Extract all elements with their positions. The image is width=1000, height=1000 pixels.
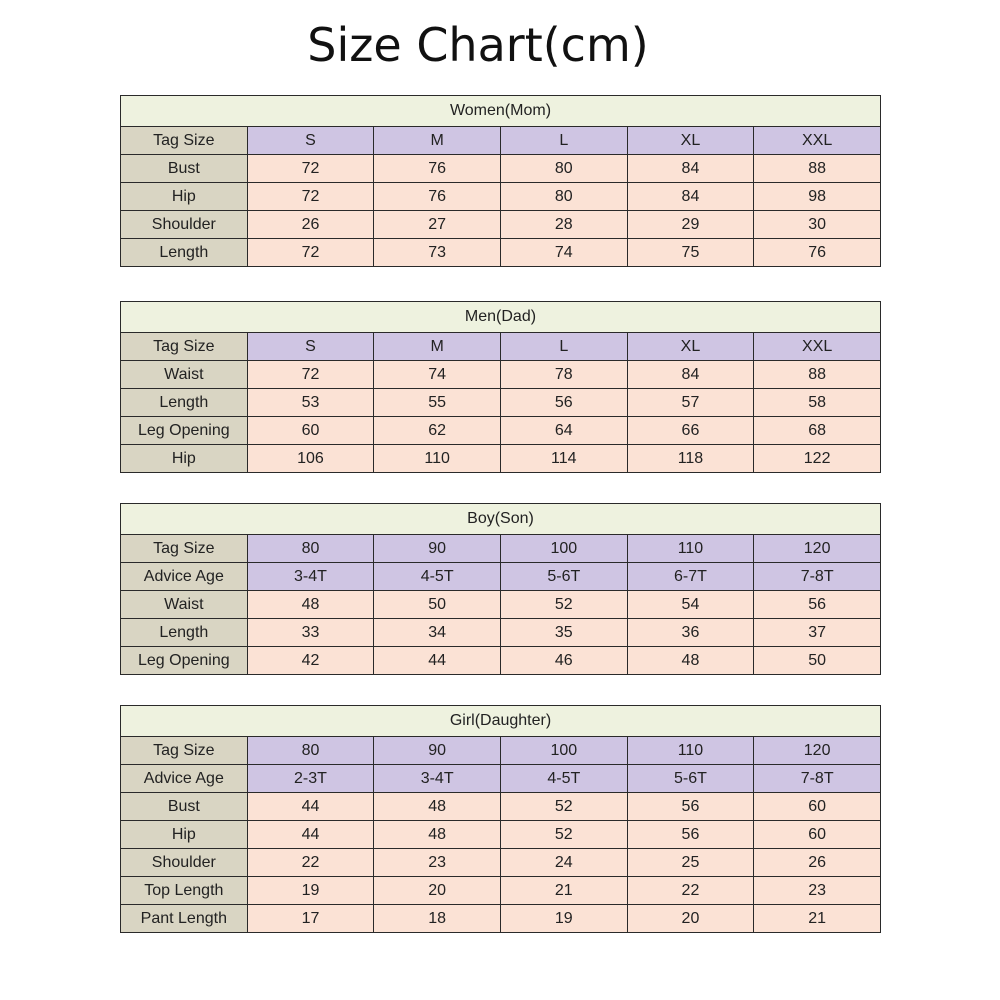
size-cell: XXL (754, 127, 881, 155)
row-label: Tag Size (121, 535, 248, 563)
measurement-cell: 80 (500, 155, 627, 183)
size-cell: M (374, 127, 501, 155)
table-row (121, 155, 881, 183)
measurement-cell: 36 (627, 619, 754, 647)
size-cell: 110 (627, 535, 754, 563)
measurement-cell: 74 (500, 239, 627, 267)
measurement-cell: 26 (754, 849, 881, 877)
measurement-cell: 88 (754, 361, 881, 389)
measurement-cell: 56 (754, 591, 881, 619)
measurement-cell: 29 (627, 211, 754, 239)
measurement-cell: 66 (627, 417, 754, 445)
measurement-cell: 76 (754, 239, 881, 267)
measurement-cell: 25 (627, 849, 754, 877)
size-cell: 90 (374, 737, 501, 765)
measurement-cell: 52 (500, 591, 627, 619)
row-label: Bust (121, 155, 248, 183)
measurement-cell: 18 (374, 905, 501, 933)
measurement-cell: 48 (374, 793, 501, 821)
measurement-cell: 76 (374, 183, 501, 211)
measurement-cell: 48 (247, 591, 374, 619)
measurement-cell: 19 (500, 905, 627, 933)
table-row (121, 361, 881, 389)
women-size-table (120, 95, 881, 267)
measurement-cell: 72 (247, 183, 374, 211)
size-cell: S (247, 333, 374, 361)
measurement-cell: 114 (500, 445, 627, 473)
size-cell: L (500, 333, 627, 361)
measurement-cell: 34 (374, 619, 501, 647)
size-cell: 100 (500, 535, 627, 563)
size-cell: 80 (247, 737, 374, 765)
table-row (121, 619, 881, 647)
measurement-cell: 23 (374, 849, 501, 877)
row-label: Length (121, 389, 248, 417)
measurement-cell: 52 (500, 793, 627, 821)
table-title: Women(Mom) (121, 96, 881, 127)
table-row (121, 535, 881, 563)
table-row (121, 877, 881, 905)
measurement-cell: 84 (627, 183, 754, 211)
table-row (121, 849, 881, 877)
size-cell: 3-4T (247, 563, 374, 591)
measurement-cell: 106 (247, 445, 374, 473)
measurement-cell: 56 (627, 821, 754, 849)
row-label: Leg Opening (121, 647, 248, 675)
size-cell: XL (627, 333, 754, 361)
girl-size-table (120, 705, 881, 933)
measurement-cell: 98 (754, 183, 881, 211)
measurement-cell: 19 (247, 877, 374, 905)
measurement-cell: 72 (247, 155, 374, 183)
measurement-cell: 50 (374, 591, 501, 619)
table-title-row (121, 302, 881, 333)
row-label: Tag Size (121, 127, 248, 155)
measurement-cell: 22 (247, 849, 374, 877)
measurement-cell: 46 (500, 647, 627, 675)
measurement-cell: 23 (754, 877, 881, 905)
table-row (121, 211, 881, 239)
row-label: Tag Size (121, 737, 248, 765)
size-cell: 80 (247, 535, 374, 563)
measurement-cell: 84 (627, 361, 754, 389)
measurement-cell: 44 (247, 793, 374, 821)
measurement-cell: 80 (500, 183, 627, 211)
measurement-cell: 44 (374, 647, 501, 675)
size-cell: 3-4T (374, 765, 501, 793)
men-size-table (120, 301, 881, 473)
measurement-cell: 33 (247, 619, 374, 647)
measurement-cell: 20 (374, 877, 501, 905)
measurement-cell: 53 (247, 389, 374, 417)
row-label: Waist (121, 361, 248, 389)
measurement-cell: 60 (754, 793, 881, 821)
measurement-cell: 72 (247, 239, 374, 267)
measurement-cell: 21 (500, 877, 627, 905)
measurement-cell: 75 (627, 239, 754, 267)
page-title: Size Chart(cm) (307, 18, 649, 72)
row-label: Hip (121, 445, 248, 473)
measurement-cell: 35 (500, 619, 627, 647)
measurement-cell: 22 (627, 877, 754, 905)
measurement-cell: 57 (627, 389, 754, 417)
size-cell: 7-8T (754, 563, 881, 591)
measurement-cell: 118 (627, 445, 754, 473)
table-row (121, 333, 881, 361)
measurement-cell: 60 (754, 821, 881, 849)
row-label: Advice Age (121, 563, 248, 591)
row-label: Hip (121, 821, 248, 849)
measurement-cell: 56 (627, 793, 754, 821)
size-cell: 110 (627, 737, 754, 765)
measurement-cell: 21 (754, 905, 881, 933)
measurement-cell: 84 (627, 155, 754, 183)
measurement-cell: 58 (754, 389, 881, 417)
boy-size-table (120, 503, 881, 675)
size-cell: M (374, 333, 501, 361)
measurement-cell: 24 (500, 849, 627, 877)
measurement-cell: 27 (374, 211, 501, 239)
measurement-cell: 60 (247, 417, 374, 445)
size-cell: XL (627, 127, 754, 155)
measurement-cell: 20 (627, 905, 754, 933)
table-title-row (121, 706, 881, 737)
measurement-cell: 73 (374, 239, 501, 267)
measurement-cell: 110 (374, 445, 501, 473)
row-label: Leg Opening (121, 417, 248, 445)
table-row (121, 591, 881, 619)
row-label: Bust (121, 793, 248, 821)
table-row (121, 647, 881, 675)
measurement-cell: 55 (374, 389, 501, 417)
size-cell: 120 (754, 737, 881, 765)
row-label: Length (121, 619, 248, 647)
measurement-cell: 42 (247, 647, 374, 675)
size-cell: 6-7T (627, 563, 754, 591)
measurement-cell: 64 (500, 417, 627, 445)
table-row (121, 905, 881, 933)
row-label: Advice Age (121, 765, 248, 793)
measurement-cell: 56 (500, 389, 627, 417)
measurement-cell: 37 (754, 619, 881, 647)
measurement-cell: 28 (500, 211, 627, 239)
row-label: Hip (121, 183, 248, 211)
measurement-cell: 17 (247, 905, 374, 933)
measurement-cell: 54 (627, 591, 754, 619)
table-row (121, 445, 881, 473)
measurement-cell: 122 (754, 445, 881, 473)
table-row (121, 389, 881, 417)
table-row (121, 417, 881, 445)
size-cell: 4-5T (500, 765, 627, 793)
row-label: Shoulder (121, 211, 248, 239)
row-label: Waist (121, 591, 248, 619)
size-cell: 5-6T (627, 765, 754, 793)
table-row (121, 737, 881, 765)
row-label: Pant Length (121, 905, 248, 933)
size-cell: S (247, 127, 374, 155)
measurement-cell: 26 (247, 211, 374, 239)
size-cell: 7-8T (754, 765, 881, 793)
table-row (121, 239, 881, 267)
row-label: Tag Size (121, 333, 248, 361)
table-title-row (121, 504, 881, 535)
measurement-cell: 52 (500, 821, 627, 849)
table-title: Boy(Son) (121, 504, 881, 535)
size-cell: 100 (500, 737, 627, 765)
size-cell: 5-6T (500, 563, 627, 591)
row-label: Length (121, 239, 248, 267)
measurement-cell: 68 (754, 417, 881, 445)
size-cell: 2-3T (247, 765, 374, 793)
row-label: Shoulder (121, 849, 248, 877)
table-row (121, 183, 881, 211)
table-row (121, 793, 881, 821)
table-row (121, 765, 881, 793)
table-title-row (121, 96, 881, 127)
size-cell: 90 (374, 535, 501, 563)
table-row (121, 821, 881, 849)
table-title: Men(Dad) (121, 302, 881, 333)
measurement-cell: 44 (247, 821, 374, 849)
measurement-cell: 48 (627, 647, 754, 675)
table-title: Girl(Daughter) (121, 706, 881, 737)
size-cell: L (500, 127, 627, 155)
measurement-cell: 30 (754, 211, 881, 239)
measurement-cell: 72 (247, 361, 374, 389)
table-row (121, 563, 881, 591)
measurement-cell: 50 (754, 647, 881, 675)
row-label: Top Length (121, 877, 248, 905)
measurement-cell: 48 (374, 821, 501, 849)
measurement-cell: 62 (374, 417, 501, 445)
measurement-cell: 78 (500, 361, 627, 389)
measurement-cell: 88 (754, 155, 881, 183)
size-cell: 4-5T (374, 563, 501, 591)
table-row (121, 127, 881, 155)
size-cell: 120 (754, 535, 881, 563)
size-cell: XXL (754, 333, 881, 361)
measurement-cell: 74 (374, 361, 501, 389)
measurement-cell: 76 (374, 155, 501, 183)
